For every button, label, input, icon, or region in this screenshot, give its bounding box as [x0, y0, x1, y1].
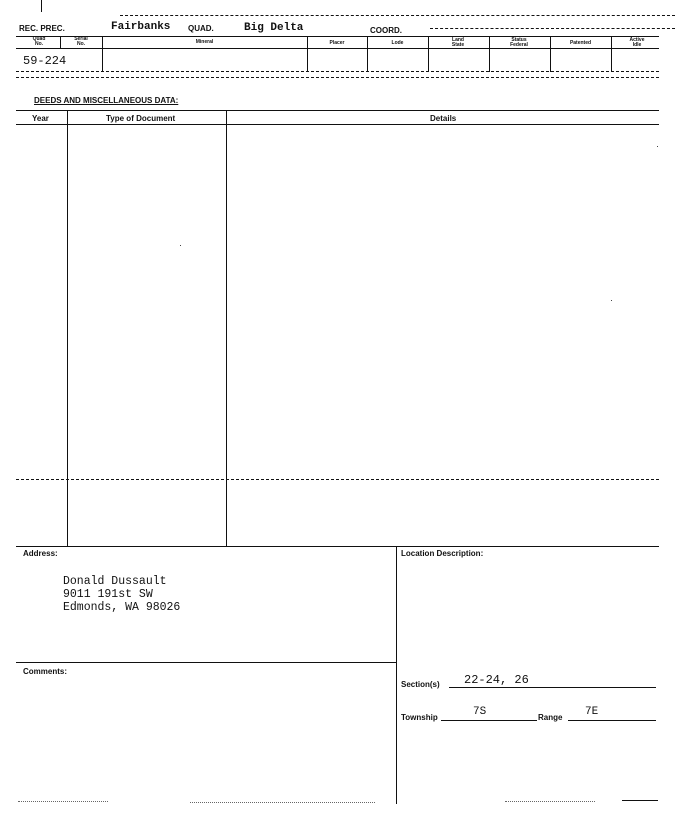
- col-patented: Patented: [569, 40, 592, 46]
- lower-section-divider: [396, 546, 397, 804]
- col-placer: Placer: [329, 40, 345, 46]
- deeds-table-top-rule: [16, 110, 659, 111]
- rec-prec-label: REC. PREC.: [19, 24, 65, 33]
- sections-label: Section(s): [401, 680, 440, 689]
- scan-speck: [611, 300, 612, 301]
- header-table-bottom-dashed-rule-2: [16, 77, 659, 78]
- quad-value: Big Delta: [244, 22, 304, 34]
- comments-label: Comments:: [23, 667, 68, 676]
- comments-top-rule: [16, 662, 396, 663]
- header-table-top-rule: [16, 36, 659, 37]
- deeds-col-divider-2: [226, 110, 227, 547]
- col-status-federal: Status Federal: [510, 37, 528, 48]
- deeds-col-type: Type of Document: [106, 114, 176, 123]
- address-block: [63, 575, 180, 614]
- location-description-label: Location Description:: [401, 549, 484, 558]
- header-col-divider-8: [611, 36, 612, 72]
- deeds-dashed-separator: [16, 479, 659, 480]
- header-table-bottom-dashed-rule: [16, 71, 659, 72]
- address-line-2: 9011 191st SW: [63, 588, 153, 601]
- coord-dashed-rule: [430, 28, 675, 29]
- range-underline: [568, 720, 656, 721]
- top-tick-mark: [41, 0, 42, 12]
- deeds-section-title: DEEDS AND MISCELLANEOUS DATA:: [34, 96, 179, 105]
- deeds-col-divider-1: [67, 110, 68, 547]
- scan-noise-footer: [505, 801, 595, 803]
- col-land-state: Land State: [451, 37, 465, 48]
- sections-underline: [449, 687, 656, 688]
- range-label: Range: [538, 713, 563, 722]
- sections-value: 22-24, 26: [464, 673, 529, 687]
- scan-noise-footer: [18, 801, 108, 803]
- lower-section-top-rule: [16, 546, 659, 547]
- range-value: 7E: [585, 706, 599, 718]
- deeds-col-details: Details: [430, 114, 457, 123]
- col-serial-no: Serial No.: [74, 36, 88, 47]
- col-quad-no: Quad No.: [32, 36, 46, 47]
- header-table-mid-rule: [16, 48, 659, 49]
- scan-speck: [180, 245, 181, 246]
- scan-speck: [657, 146, 658, 147]
- col-lode: Lode: [391, 40, 404, 46]
- header-col-divider-1: [60, 36, 61, 48]
- township-label: Township: [401, 713, 438, 722]
- scan-noise-footer-mark: [622, 800, 658, 801]
- quad-serial-value: 59-224: [23, 54, 67, 68]
- township-underline: [441, 720, 537, 721]
- township-value: 7S: [473, 706, 487, 718]
- deeds-table-header-rule: [16, 124, 659, 125]
- address-line-1: Donald Dussault: [63, 575, 167, 588]
- col-mineral: Mineral: [195, 39, 214, 45]
- rec-prec-value: Fairbanks: [111, 21, 171, 33]
- header-col-divider-5: [428, 36, 429, 72]
- coord-label: COORD.: [370, 26, 402, 35]
- scan-noise-footer: [190, 802, 375, 804]
- quad-label: QUAD.: [188, 24, 214, 33]
- address-label: Address:: [23, 549, 58, 558]
- header-col-divider-6: [489, 36, 490, 72]
- col-active-idle: Active Idle: [629, 37, 645, 48]
- address-line-3: Edmonds, WA 98026: [63, 601, 181, 614]
- deeds-col-year: Year: [32, 114, 49, 123]
- top-dashed-rule: [120, 15, 675, 16]
